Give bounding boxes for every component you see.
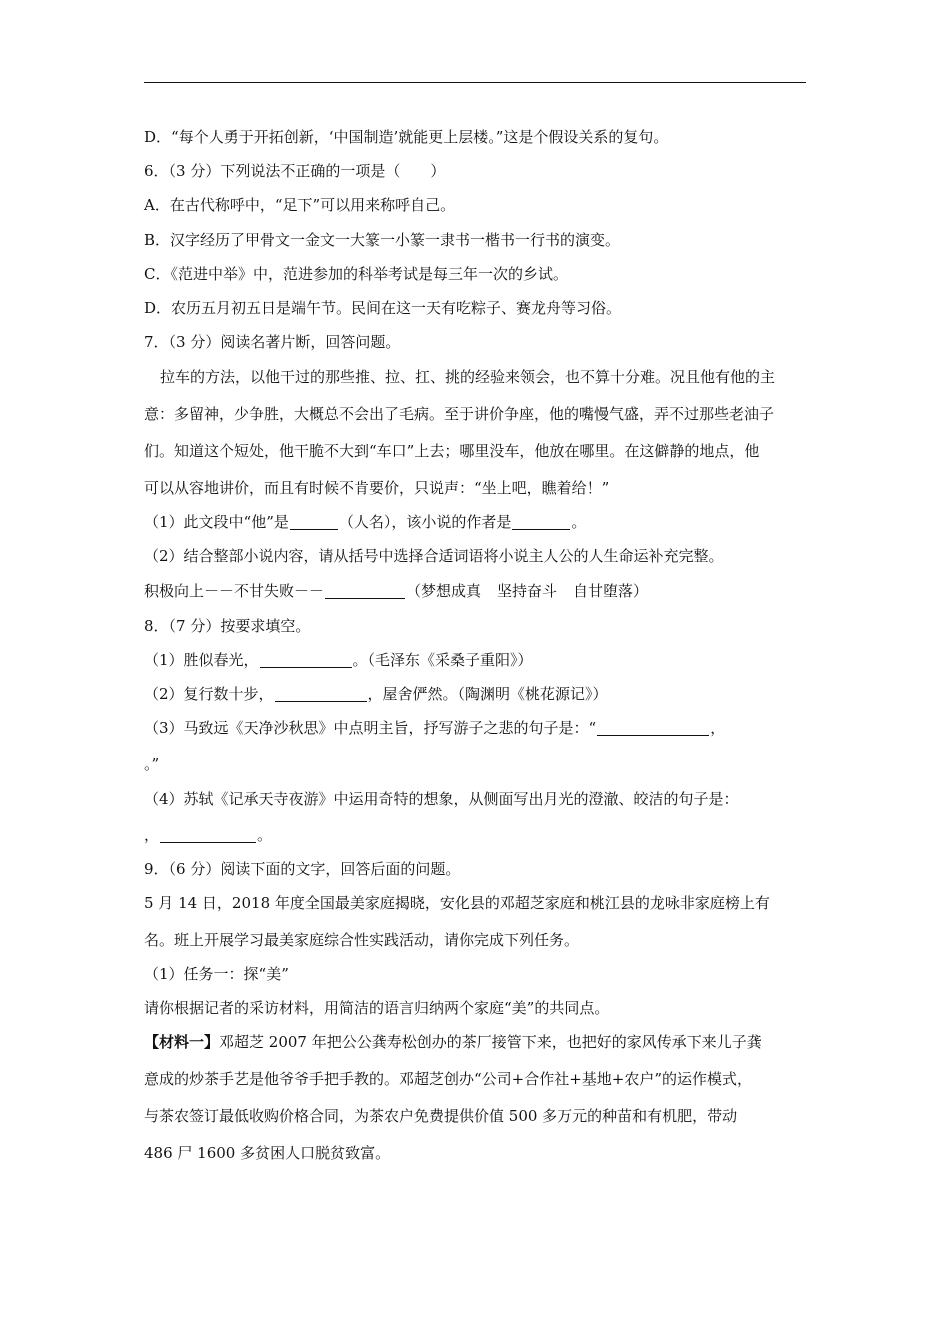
q8-text: ，屋舍俨然。（陶渊明《桃花源记》） (367, 685, 608, 703)
answer-blank[interactable] (325, 582, 405, 599)
answer-blank[interactable] (260, 651, 352, 668)
answer-blank[interactable] (512, 513, 570, 530)
q9-task1: （1）任务一：探“美” (144, 965, 289, 983)
q7-sub2-text: 积极向上－－不甘失败－－ (144, 582, 325, 600)
q8-item4: （4）苏轼《记承天寺夜游》中运用奇特的想象，从侧面写出月光的澄澈、皎洁的句子是： (144, 790, 739, 808)
q5-option-d: D．“每个人勇于开拓创新，‘中国制造’就能更上层楼。”这是个假设关系的复句。 (144, 128, 669, 146)
q7-sub1-text: 。 (571, 513, 587, 531)
q7-sub2-text: 自甘堕落） (573, 582, 649, 600)
q8-item3-end: 。” (144, 755, 160, 773)
q9-material-line: 意成的炒茶手艺是他爷爷手把手教的。邓超芝创办“公司+合作社+基地+农户”的运作模式， (144, 1070, 753, 1088)
q9-stem: 9．（6 分）阅读下面的文字，回答后面的问题。 (144, 860, 461, 878)
q8-text: ， (710, 719, 726, 737)
q7-sub2-text: （梦想成真 (406, 582, 482, 600)
q8-text: （2）复行数十步， (144, 685, 274, 703)
q9-material-line (144, 1032, 808, 1052)
q6-option-b: B．汉字经历了甲骨文一金文一大篆一小篆一隶书一楷书一行书的演变。 (144, 231, 621, 249)
answer-blank[interactable] (290, 513, 338, 530)
q9-material-line: 与茶农签订最低收购价格合同，为茶农户免费提供价值 500 多万元的种苗和有机肥，带动 (144, 1107, 738, 1125)
q8-item3 (144, 718, 808, 738)
material-label: 【材料一】 (144, 1033, 220, 1051)
q9-task1-desc: 请你根据记者的采访材料，用简洁的语言归纳两个家庭“美”的共同点。 (144, 999, 610, 1017)
q7-stem: 7．（3 分）阅读名著片断，回答问题。 (144, 333, 401, 351)
q7-sub2-text: 坚持奋斗 (497, 582, 558, 600)
q8-text: 。（毛泽东《采桑子重阳》） (352, 651, 533, 669)
q8-text: （1）胜似春光， (144, 651, 259, 669)
q9-intro-line: 名。班上开展学习最美家庭综合性实践活动，请你完成下列任务。 (144, 931, 580, 949)
q7-sub1-text: （人名），该小说的作者是 (338, 513, 512, 531)
q8-item1 (144, 650, 808, 670)
q7-sub1 (144, 512, 808, 532)
answer-blank[interactable] (160, 826, 256, 843)
q8-text: （3）马致远《天净沙秋思》中点明主旨，抒写游子之悲的句子是：“ (144, 719, 597, 737)
q8-text: ， (144, 826, 160, 844)
answer-blank[interactable] (597, 719, 709, 736)
q7-sub2: （2）结合整部小说内容，请从括号中选择合适词语将小说主人公的人生命运补充完整。 (144, 547, 724, 565)
material-text: 邓超芝 2007 年把公公龚寿松创办的茶厂接管下来，也把好的家风传承下来儿子龚 (219, 1033, 762, 1051)
q7-sub1-text: （1）此文段中“他”是 (144, 513, 289, 531)
answer-blank[interactable] (275, 685, 367, 702)
q7-passage-line: 们。知道这个短处，他干脆不大到“车口”上去；哪里没车，他放在哪里。在这僻静的地点，他 (144, 442, 760, 460)
q7-passage-line: 可以从容地讲价，而且有时候不肯要价，只说声：“坐上吧，瞧着给！” (144, 479, 610, 497)
q7-passage-line: 拉车的方法，以他干过的那些推、拉、扛、挑的经验来领会，也不算十分难。况且他有他的主 (160, 368, 776, 386)
q6-stem: 6．（3 分）下列说法不正确的一项是（ ） (144, 162, 446, 180)
q6-option-a: A．在古代称呼中，“足下”可以用来称呼自己。 (144, 196, 456, 214)
q7-sub2-choices (144, 581, 808, 601)
q8-item4-end (144, 825, 808, 845)
q7-passage-line: 意：多留神，少争胜，大概总不会出了毛病。至于讲价争座，他的嘴慢气盛，弄不过那些老油子 (144, 405, 775, 423)
q6-option-c: C．《范进中举》中，范进参加的科举考试是每三年一次的乡试。 (144, 265, 568, 283)
q6-option-d: D．农历五月初五日是端午节。民间在这一天有吃粽子、赛龙舟等习俗。 (144, 299, 622, 317)
q9-material-line: 486 尸 1600 多贫困人口脱贫致富。 (144, 1144, 391, 1162)
q8-stem: 8．（7 分）按要求填空。 (144, 617, 311, 635)
q9-intro-line: 5 月 14 日，2018 年度全国最美家庭揭晓，安化县的邓超芝家庭和桃江县的龙咏非家庭榜上有 (144, 894, 770, 912)
q8-text: 。 (257, 826, 273, 844)
header-rule (144, 82, 806, 83)
q8-item2 (144, 684, 808, 704)
